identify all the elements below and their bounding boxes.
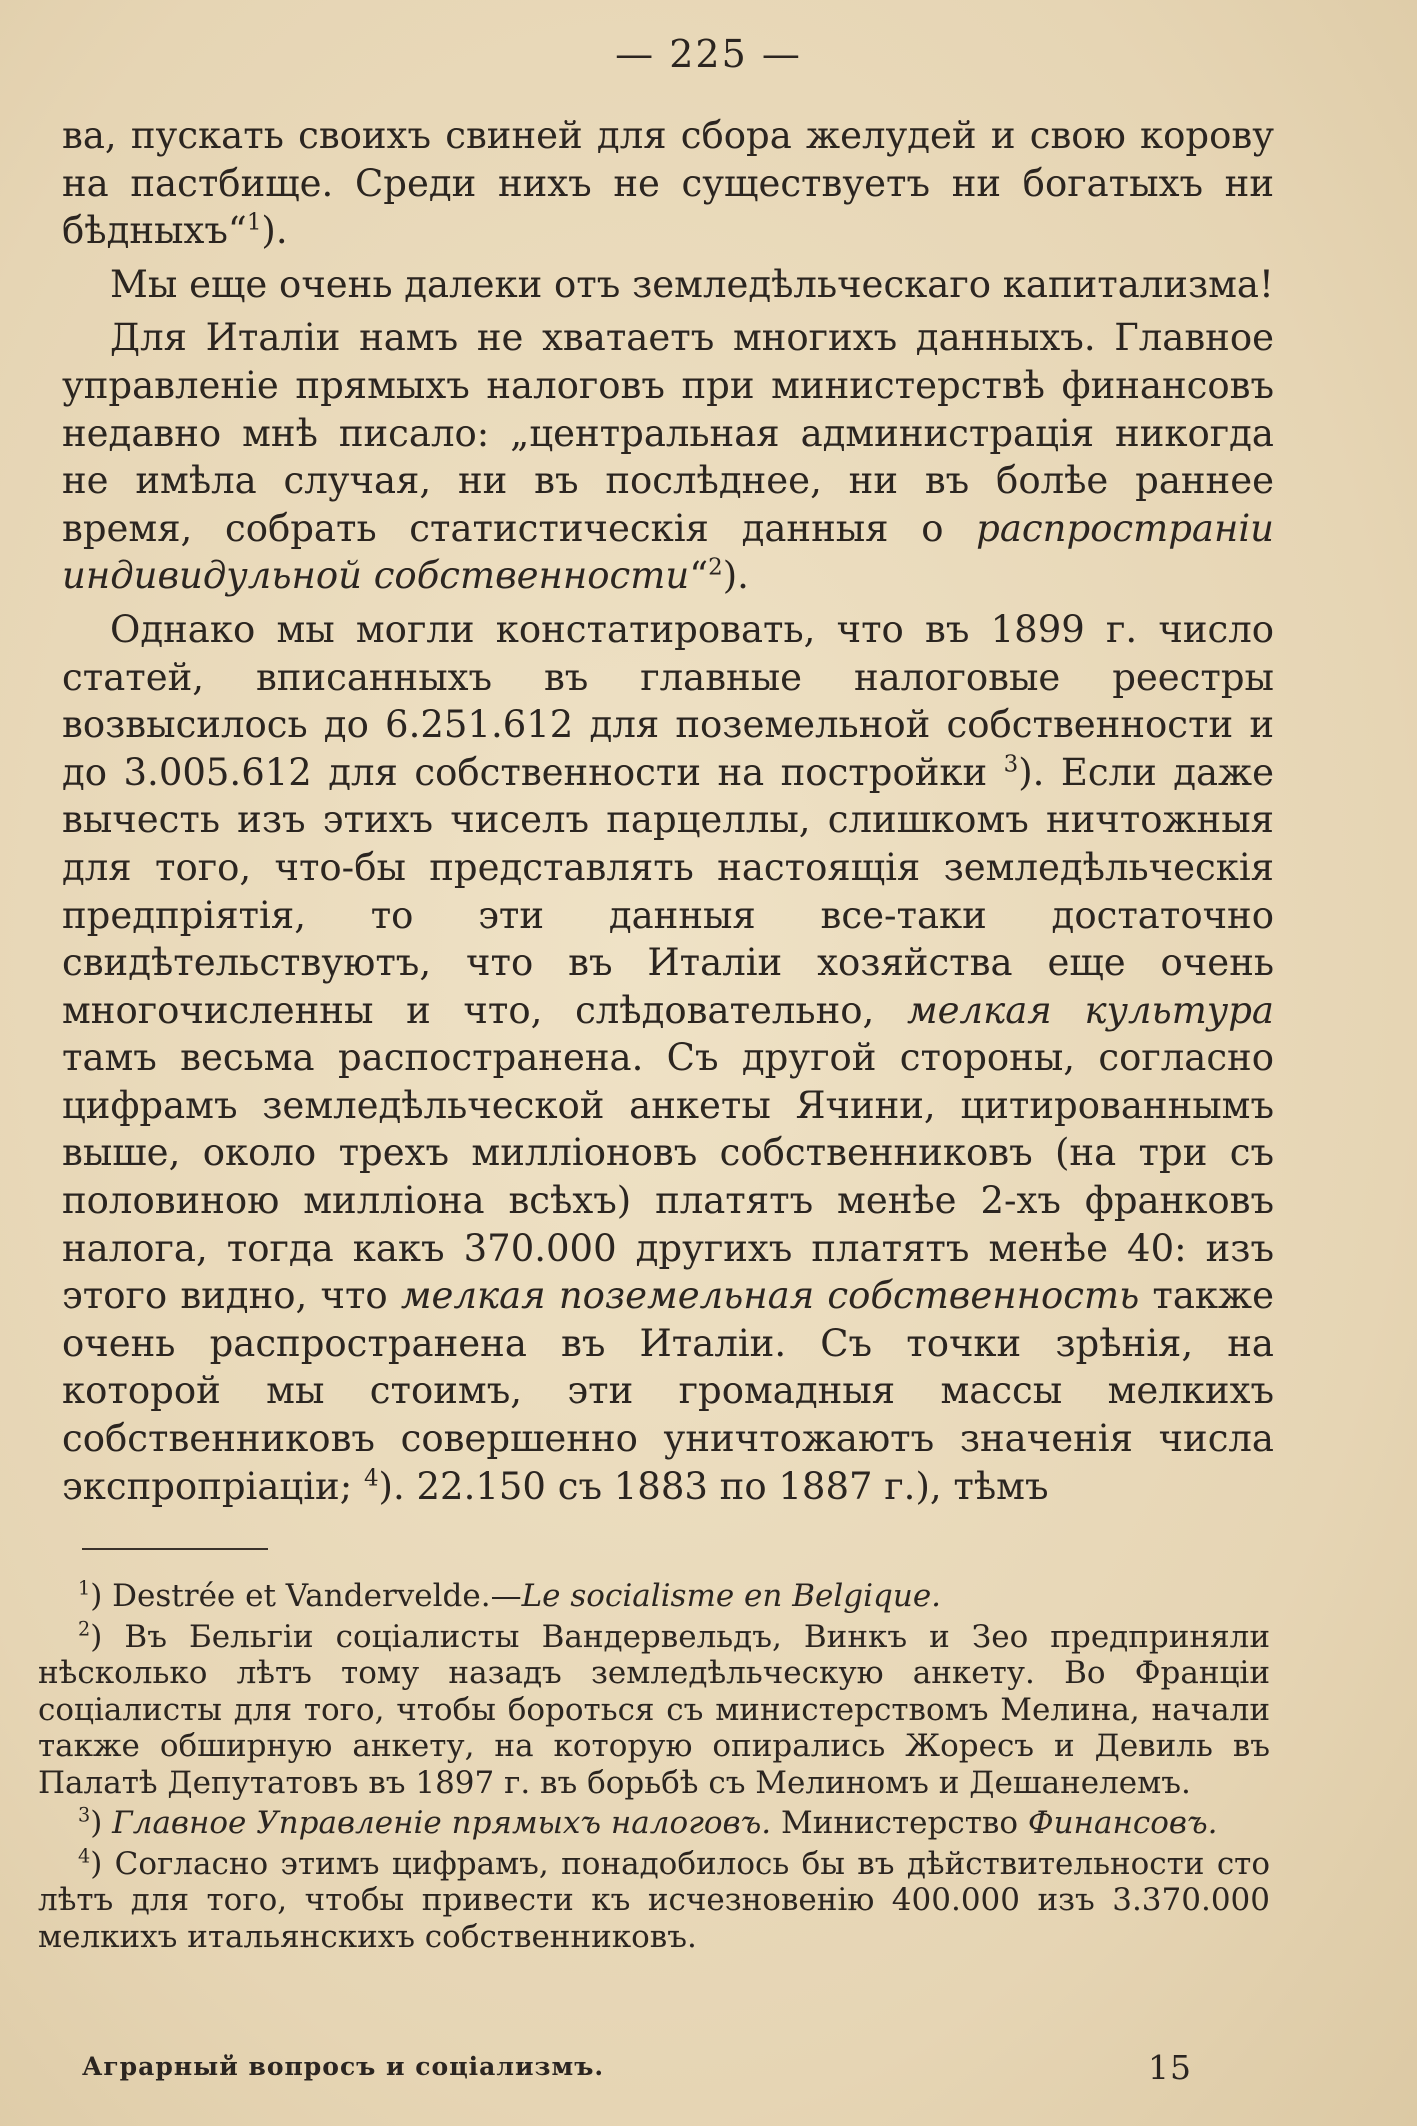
paragraph-3: Для Италіи намъ не хватаетъ многихъ данныхъ. Главное управленіе прямыхъ налоговъ при министерствѣ финансовъ недавно мнѣ писало: „центральная администрація никогда не имѣла случая, ни въ послѣднее, ни въ болѣе раннее время, собрать статистическія данныя о распространіи индивидульной собственности“$^2$).	[62, 316, 1274, 598]
footnote-ref-1: 1	[246, 209, 262, 236]
footnote-ref-4: 4	[363, 1465, 379, 1492]
footnote-1: $^1$) Destrée et Vandervelde.—Le socialisme en Belgique.	[78, 1576, 942, 1614]
emphasis: мелкая культура	[906, 988, 1274, 1032]
book-title-signature: Аграрный вопросъ и соціализмъ.	[82, 2052, 605, 2081]
main-text	[62, 112, 1274, 1510]
footnote-4: $^4$) Согласно этимъ цифрамъ, понадобилось бы въ дѣйствительности сто лѣтъ для того, чтобы привести къ исчезновенію 400.000 изъ 3.370.000 мелкихъ итальянскихъ собственниковъ.	[38, 1844, 1270, 1955]
printer-signature	[82, 2048, 1192, 2087]
paragraph-2: Мы еще очень далеки отъ земледѣльческаго капитализма!	[110, 262, 1274, 306]
footnote-divider	[82, 1548, 268, 1550]
paragraph-4: Однако мы могли констатировать, что въ 1899 г. число статей, вписанныхъ въ главные налоговые реестры возвысилось до 6.251.612 для поземельной собственности и до 3.005.612 для собственности на постройки $^3$). Если даже вычесть изъ этихъ чиселъ парцеллы, слишкомъ ничтожныя для того, что-бы представлять настоящія земледѣльческія предпріятія, то эти данныя все-таки достаточно свидѣтельствуютъ, что въ Италіи хозяйства еще очень многочисленны и что, слѣдовательно, мелкая культура тамъ весьма распостранена. Съ другой стороны, согласно цифрамъ земледѣльческой анкеты Ячини, цитированнымъ выше, около трехъ милліоновъ собственниковъ (на три съ половиною милліона всѣхъ) платятъ менѣе 2-хъ франковъ налога, тогда какъ 370.000 другихъ платятъ менѣе 40: изъ этого видно, что мелкая поземельная собственность также очень распространена въ Италіи. Съ точки зрѣнія, на которой мы стоимъ, эти громадныя массы мелкихъ собственниковъ совершенно уничтожаютъ значенія числа экспропріаціи; $^4$). 22.150 съ 1883 по 1887 г.), тѣмъ	[62, 607, 1274, 1508]
page-number: — 225 —	[615, 32, 802, 76]
emphasis: распространіи индивидульной собственности	[62, 506, 1274, 598]
footnote-ref-3: 3	[1003, 751, 1019, 778]
footnote-ref-2: 2	[708, 555, 723, 582]
footnote-3: $^3$) Главное Управленіе прямыхъ налоговъ. Министерство Финансовъ.	[78, 1803, 1218, 1841]
footnotes	[38, 1578, 1270, 1959]
emphasis: мелкая поземельная собственность	[400, 1274, 1140, 1318]
paragraph-1: ва, пускать своихъ свиней для сбора желудей и свою корову на пастбище. Среди нихъ не существуетъ ни богатыхъ ни бѣдныхъ“$^1$).	[62, 114, 1274, 253]
sheet-number: 15	[1148, 2048, 1192, 2087]
footnote-2: $^2$) Въ Бельгіи соціалисты Вандервельдъ, Винкъ и Зео предприняли нѣсколько лѣтъ тому назадъ земледѣльческую анкету. Во Франціи соціалисты для того, чтобы бороться съ министерствомъ Мелина, начали также обширную анкету, на которую опирались Жоресъ и Девиль въ Палатѣ Депутатовъ въ 1897 г. въ борьбѣ съ Мелиномъ и Дешанелемъ.	[38, 1617, 1270, 1801]
